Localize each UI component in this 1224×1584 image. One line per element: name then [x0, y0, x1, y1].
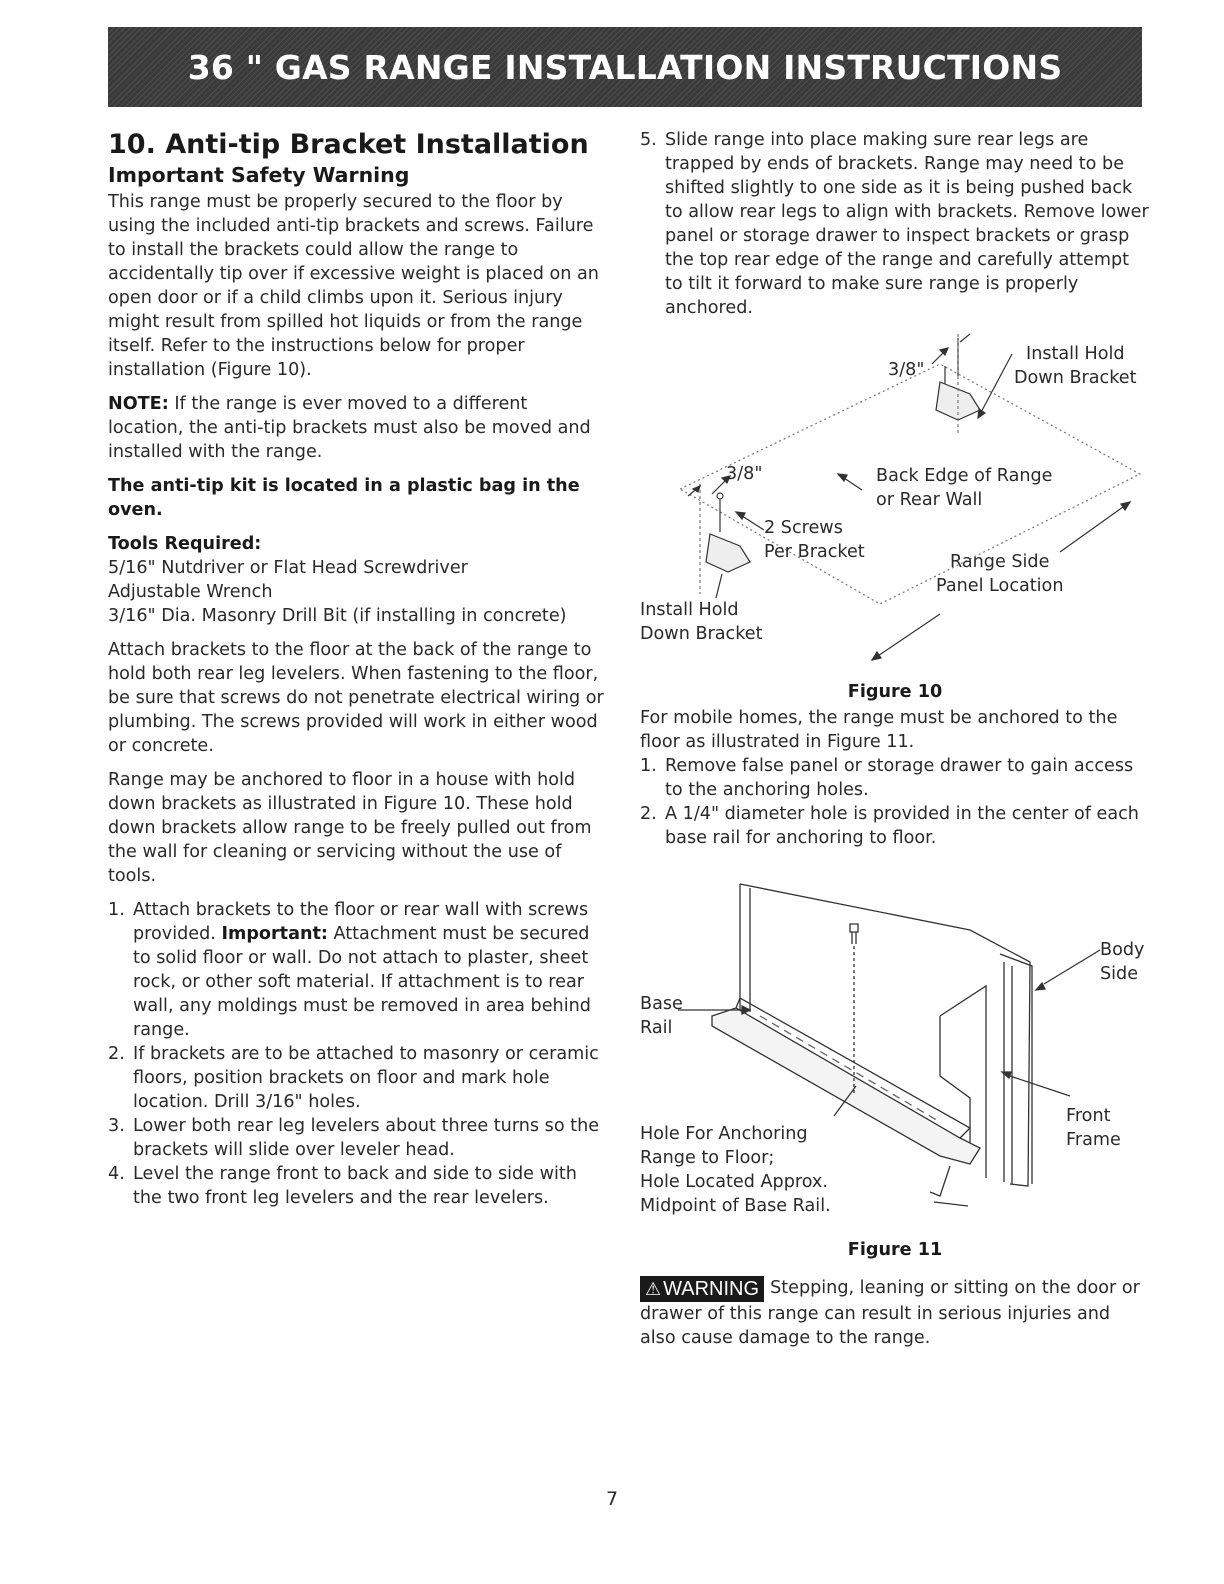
body-label: Body — [1100, 940, 1145, 960]
list-item — [640, 128, 1150, 320]
mobile-intro: For mobile homes, the range must be anchored to the floor as illustrated in Figure 11. — [640, 708, 1118, 752]
rear-wall-label: or Rear Wall — [876, 490, 983, 510]
left-column — [108, 128, 608, 1210]
dim-left-label: 3/8" — [726, 464, 763, 484]
figure-11 — [640, 866, 1150, 1266]
hole-label-1: Hole For Anchoring — [640, 1124, 808, 1144]
step-text: Remove false panel or storage drawer to gain access to the anchoring holes. — [665, 756, 1134, 800]
anchor-paragraph: Range may be anchored to floor in a house with hold down brackets as illustrated in Figure 10. These hold down brackets allow range to be freely pulled out from the wall for cleaning or servicing without the use of tools. — [108, 770, 592, 886]
tool-item: 5/16" Nutdriver or Flat Head Screwdriver — [108, 558, 468, 578]
tools-heading: Tools Required: — [108, 534, 262, 554]
right-column — [640, 128, 1150, 1350]
banner-title: 36 " GAS RANGE INSTALLATION INSTRUCTIONS — [187, 47, 1063, 87]
note-text: If the range is ever moved to a different location, the anti-tip brackets must also be moved and installed with the range. — [108, 394, 591, 462]
rail-label: Rail — [640, 1018, 673, 1038]
step-text: Attach brackets to the floor or rear wall with screws provided. — [133, 900, 589, 944]
step-text: Lower both rear leg levelers about three turns so the brackets will slide over leveler head. — [133, 1116, 600, 1160]
list-item — [108, 1114, 608, 1162]
hole-label-2: Range to Floor; — [640, 1148, 775, 1168]
section-title: 10. Anti-tip Bracket Installation — [108, 129, 589, 160]
step-text: If brackets are to be attached to masonry or ceramic floors, position brackets on floor and mark hole location. Drill 3/16" holes. — [133, 1044, 599, 1112]
page-number: 7 — [605, 1488, 619, 1510]
install-hold-left-label: Install Hold — [640, 600, 739, 620]
note-label: NOTE: — [108, 394, 169, 414]
warning-text: Stepping, leaning or sitting on the door or drawer of this range can result in serious injuries and also cause damage to the range. — [640, 1278, 1140, 1348]
step-text: Slide range into place making sure rear legs are trapped by ends of brackets. Range may need to be shifted slightly to one side as it is being pushed back to allow rear legs to align with brackets. Remove lower panel or storage drawer to inspect brackets or grasp the top rear edge of the range and carefully attempt to tilt it forward to make sure range is properly anchored. — [665, 130, 1149, 318]
install-steps-continued — [640, 128, 1150, 320]
step-number: 2. — [640, 804, 657, 824]
base-label: Base — [640, 994, 683, 1014]
down-bracket-top-label: Down Bracket — [1014, 368, 1137, 388]
tool-item: 3/16" Dia. Masonry Drill Bit (if installing in concrete) — [108, 606, 567, 626]
step-number: 2. — [108, 1044, 125, 1064]
kit-location: The anti-tip kit is located in a plastic bag in the oven. — [108, 476, 580, 520]
tool-item: Adjustable Wrench — [108, 582, 273, 602]
step-number: 5. — [640, 130, 657, 150]
dim-top-label: 3/8" — [888, 360, 925, 380]
side-label: Side — [1100, 964, 1139, 984]
front-label: Front — [1066, 1106, 1111, 1126]
two-screws-label: 2 Screws — [764, 518, 843, 538]
tools-list — [108, 532, 608, 628]
step-number: 3. — [108, 1116, 125, 1136]
warning-block — [640, 1276, 1150, 1350]
down-bracket-left-label: Down Bracket — [640, 624, 763, 644]
back-edge-label: Back Edge of Range — [876, 466, 1053, 486]
figure-10-caption: Figure 10 — [847, 682, 943, 702]
step-number: 1. — [640, 756, 657, 776]
list-item — [640, 754, 1150, 802]
list-item — [640, 802, 1150, 850]
step-bold: Important: — [221, 924, 328, 944]
section-subtitle: Important Safety Warning — [108, 163, 410, 187]
step-number: 4. — [108, 1164, 125, 1184]
panel-location-label: Panel Location — [936, 576, 1064, 596]
figure-11-caption: Figure 11 — [847, 1240, 943, 1260]
step-text: Level the range front to back and side to side with the two front leg levelers and the rear levelers. — [133, 1164, 577, 1208]
safety-warning-text: This range must be properly secured to the floor by using the included anti-tip brackets and screws. Failure to install the brackets could allow the range to accidentally tip over if excessive weight is placed on an open door or if a child climbs upon it. Serious injury might result from spilled hot liquids or from the range itself. Refer to the instructions below for proper installation (Figure 10). — [108, 192, 599, 380]
hole-label-4: Midpoint of Base Rail. — [640, 1196, 831, 1216]
install-hold-top-label: Install Hold — [1026, 344, 1125, 364]
warning-triangle-icon: ⚠ — [645, 1279, 662, 1299]
step-text: Attachment must be secured to solid floor or wall. Do not attach to plaster, sheet rock, or other soft material. If attachment is to rear wall, any moldings must be removed in area behind range. — [133, 924, 591, 1040]
mobile-steps — [640, 754, 1150, 850]
step-text: A 1/4" diameter hole is provided in the center of each base rail for anchoring to floor. — [665, 804, 1139, 848]
frame-label: Frame — [1066, 1130, 1121, 1150]
list-item — [108, 1162, 608, 1210]
list-item — [108, 1042, 608, 1114]
hole-label-3: Hole Located Approx. — [640, 1172, 828, 1192]
attach-paragraph: Attach brackets to the floor at the back of the range to hold both rear leg levelers. When fastening to the floor, be sure that screws do not penetrate electrical wiring or plumbing. The screws provided will work in either wood or concrete. — [108, 640, 604, 756]
range-side-label: Range Side — [950, 552, 1050, 572]
page-banner — [108, 27, 1142, 107]
per-bracket-label: Per Bracket — [764, 542, 865, 562]
note-paragraph — [108, 392, 608, 464]
step-number: 1. — [108, 900, 125, 920]
warning-badge — [640, 1276, 764, 1302]
warning-badge-label: WARNING — [663, 1278, 760, 1300]
figure-10 — [640, 324, 1150, 682]
list-item — [108, 898, 608, 1042]
install-steps — [108, 898, 608, 1210]
